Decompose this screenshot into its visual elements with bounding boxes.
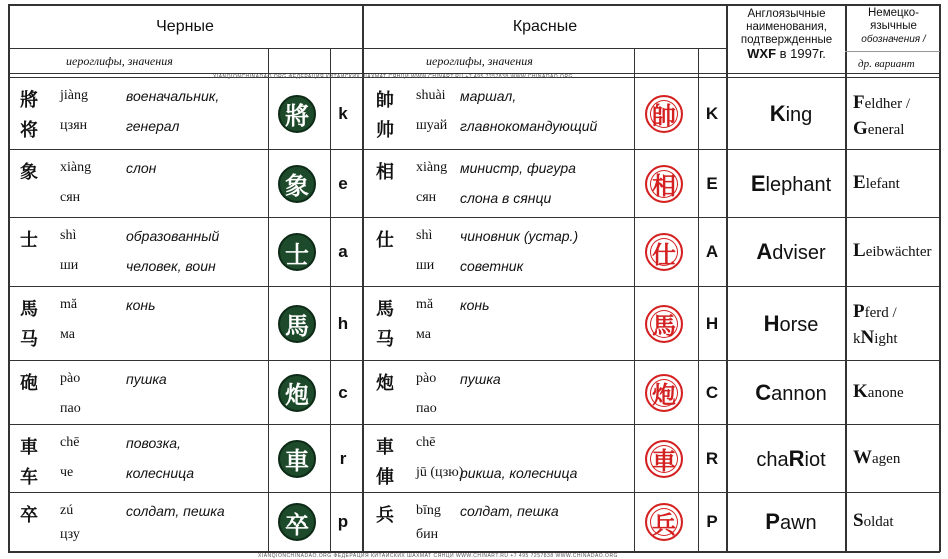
- red-pinyin: pào: [416, 371, 437, 386]
- black-transcription: ши: [60, 258, 79, 273]
- german-name: [853, 447, 900, 469]
- black-piece-icon: 象: [278, 165, 316, 203]
- black-meaning: образованный: [126, 228, 220, 244]
- header-black: Черные: [156, 18, 214, 35]
- black-pinyin: chē: [60, 435, 80, 450]
- red-notation-letter: C: [705, 382, 719, 402]
- red-hanzi-simplified: 马: [376, 329, 394, 350]
- english-rest: lephant: [765, 173, 832, 196]
- black-hanzi: 馬: [20, 299, 38, 320]
- german-rest: eldher /: [864, 96, 911, 112]
- black-piece-icon: 卒: [278, 503, 316, 541]
- red-meaning-2: слона в сянци: [460, 190, 552, 206]
- red-meaning: пушка: [460, 371, 501, 387]
- black-hanzi-simplified: 车: [20, 467, 38, 488]
- watermark-bottom: XIANQIONCHINADAO.ORG ФЕДЕРАЦИЯ КИТАЙСКИХ ШАХМАТ СЯНЦИ WWW.CHINART.RU +7 495 7257838 WWW.CHINADAO.ORG: [258, 553, 618, 559]
- red-transcription: сян: [416, 190, 437, 205]
- red-hanzi: 兵: [376, 505, 394, 526]
- black-hanzi: 砲: [20, 373, 38, 394]
- english-name: [728, 101, 854, 127]
- red-hanzi: 相: [376, 162, 394, 183]
- german-name: [853, 92, 910, 114]
- black-transcription: ма: [60, 327, 75, 342]
- red-hanzi: 車: [376, 437, 394, 458]
- black-notation-letter: a: [338, 242, 348, 261]
- black-piece-icon: 炮: [278, 374, 316, 412]
- german-initial: F: [853, 92, 865, 113]
- german-rest: oldat: [863, 514, 894, 530]
- black-piece-icon: 將: [278, 95, 316, 133]
- german-initial: S: [853, 510, 864, 531]
- black-pinyin: zú: [60, 503, 74, 518]
- red-piece-icon: 馬: [645, 305, 683, 343]
- black-piece-icon: 士: [278, 233, 316, 271]
- english-initial: C: [755, 379, 772, 405]
- black-pinyin: jiàng: [60, 88, 88, 103]
- black-notation-letter: r: [339, 448, 347, 468]
- english-rest: awn: [779, 512, 817, 534]
- german-name: [853, 118, 904, 140]
- german-initial: K: [853, 380, 868, 402]
- german-rest: ight: [874, 331, 898, 347]
- english-name: [728, 446, 854, 472]
- english-name: [728, 311, 854, 337]
- english-name: [728, 239, 854, 265]
- red-pinyin: chē: [416, 435, 436, 450]
- header-german: Немецко- язычные обозначения /: [861, 7, 926, 45]
- german-rest: eibwächter: [865, 244, 932, 260]
- black-pinyin: mă: [60, 297, 78, 312]
- black-meaning: солдат, пешка: [126, 503, 225, 519]
- black-hanzi: 將: [20, 90, 38, 111]
- watermark-top: XIANQIONCHINADAO.ORG ФЕДЕРАЦИЯ КИТАЙСКИХ ШАХМАТ СЯНЦИ WWW.CHINART.RU +7 495 7257838 WWW.CHINADAO.ORG: [213, 74, 573, 80]
- red-piece-icon: 車: [645, 440, 683, 478]
- red-piece-icon: 炮: [645, 374, 683, 412]
- black-hanzi: 卒: [20, 505, 38, 526]
- header-red: Красные: [512, 18, 578, 35]
- red-piece-icon: 仕: [645, 233, 683, 271]
- german-initial: N: [860, 327, 875, 348]
- german-prefix: k: [853, 331, 861, 347]
- german-name: [853, 240, 931, 262]
- german-rest: ferd /: [864, 305, 897, 321]
- english-name: [728, 509, 854, 535]
- red-hanzi: 炮: [376, 373, 394, 394]
- red-pinyin: bīng: [416, 503, 441, 518]
- red-pinyin: xiàng: [416, 160, 448, 175]
- red-meaning-2: рикша, колесница: [460, 465, 578, 481]
- black-notation-letter: c: [338, 382, 348, 402]
- red-piece-icon: 兵: [645, 503, 683, 541]
- black-piece-icon: 馬: [278, 305, 316, 343]
- subheader-german: др. вариант: [858, 58, 915, 70]
- red-hanzi-simplified: 俥: [376, 467, 394, 488]
- german-name: [853, 381, 904, 403]
- german-initial: E: [853, 171, 866, 193]
- german-rest: lefant: [865, 175, 900, 192]
- red-hanzi: 帥: [376, 90, 394, 111]
- black-transcription: цзу: [60, 527, 80, 542]
- black-meaning-2: генерал: [126, 118, 180, 134]
- red-pinyin: mă: [416, 297, 434, 312]
- red-notation-letter: A: [705, 242, 719, 261]
- subheader-red: иероглифы, значения: [426, 54, 533, 68]
- black-transcription: цзян: [60, 118, 88, 133]
- red-meaning: маршал,: [460, 88, 517, 104]
- german-rest: agen: [872, 450, 901, 467]
- black-meaning: пушка: [126, 371, 167, 387]
- red-notation-letter: E: [706, 173, 718, 193]
- red-notation-letter: H: [705, 313, 719, 333]
- english-initial: E: [750, 170, 766, 196]
- black-hanzi: 士: [20, 230, 38, 251]
- german-name: [853, 301, 897, 323]
- red-hanzi-simplified: 帅: [376, 120, 394, 141]
- english-initial: P: [765, 509, 780, 534]
- black-transcription: пао: [60, 401, 81, 416]
- red-transcription: ши: [416, 258, 435, 273]
- english-rest: iot: [804, 448, 826, 471]
- red-notation-letter: R: [705, 448, 719, 468]
- red-notation-letter: K: [705, 103, 719, 123]
- xiangqi-table: [8, 4, 940, 559]
- red-meaning: солдат, пешка: [460, 503, 559, 519]
- german-initial: W: [853, 446, 872, 468]
- english-name: [728, 380, 854, 406]
- english-name: [728, 171, 854, 197]
- red-pinyin: shì: [416, 228, 433, 243]
- german-rest: eneral: [867, 122, 905, 138]
- red-transcription: jū (цзю): [416, 465, 464, 480]
- german-initial: L: [853, 240, 866, 261]
- german-name: [853, 510, 894, 532]
- red-transcription: пао: [416, 401, 437, 416]
- red-pinyin: shuài: [416, 88, 446, 103]
- black-notation-letter: p: [337, 512, 349, 531]
- red-meaning: конь: [460, 297, 490, 313]
- english-initial: A: [756, 239, 773, 264]
- black-hanzi-simplified: 将: [20, 120, 38, 141]
- red-piece-icon: 相: [645, 165, 683, 203]
- black-meaning-2: человек, воин: [126, 258, 216, 274]
- black-meaning: военачальник,: [126, 88, 220, 104]
- header-english: Англоязычные наименования, подтвержденные WXF в 1997г.: [740, 8, 833, 61]
- black-meaning: повозка,: [126, 435, 181, 451]
- english-rest: ing: [785, 103, 813, 126]
- black-pinyin: shì: [60, 228, 77, 243]
- black-hanzi: 象: [20, 162, 38, 183]
- red-piece-icon: 帥: [645, 95, 683, 133]
- english-initial: R: [788, 445, 805, 471]
- black-meaning-2: колесница: [126, 465, 195, 481]
- english-initial: H: [763, 310, 780, 336]
- english-prefix: cha: [756, 448, 789, 471]
- red-meaning-2: главнокомандующий: [460, 118, 598, 134]
- black-transcription: сян: [60, 190, 81, 205]
- german-rest: anone: [867, 384, 904, 401]
- red-transcription: ма: [416, 327, 431, 342]
- english-rest: annon: [771, 382, 827, 405]
- red-meaning-2: советник: [460, 258, 524, 274]
- subheader-black: иероглифы, значения: [66, 54, 173, 68]
- black-meaning: конь: [126, 297, 156, 313]
- english-rest: dviser: [772, 242, 826, 264]
- black-piece-icon: 車: [278, 440, 316, 478]
- english-initial: K: [769, 100, 786, 126]
- red-hanzi: 仕: [376, 230, 394, 251]
- black-hanzi-simplified: 马: [20, 329, 38, 350]
- black-pinyin: pào: [60, 371, 81, 386]
- black-transcription: че: [60, 465, 74, 480]
- black-pinyin: xiàng: [60, 160, 92, 175]
- red-transcription: бин: [416, 527, 439, 542]
- black-notation-letter: e: [338, 173, 348, 193]
- german-initial: G: [853, 118, 868, 139]
- german-initial: P: [853, 301, 865, 322]
- red-transcription: шуай: [416, 118, 448, 133]
- red-notation-letter: P: [706, 512, 718, 531]
- red-meaning: чиновник (устар.): [460, 228, 579, 244]
- black-notation-letter: h: [337, 313, 349, 333]
- red-hanzi: 馬: [376, 299, 394, 320]
- black-meaning: слон: [126, 160, 157, 176]
- german-name: [853, 327, 898, 349]
- red-meaning: министр, фигура: [460, 160, 576, 176]
- black-notation-letter: k: [338, 103, 348, 123]
- black-hanzi: 車: [20, 437, 38, 458]
- german-name: [853, 172, 900, 194]
- english-rest: orse: [779, 313, 819, 336]
